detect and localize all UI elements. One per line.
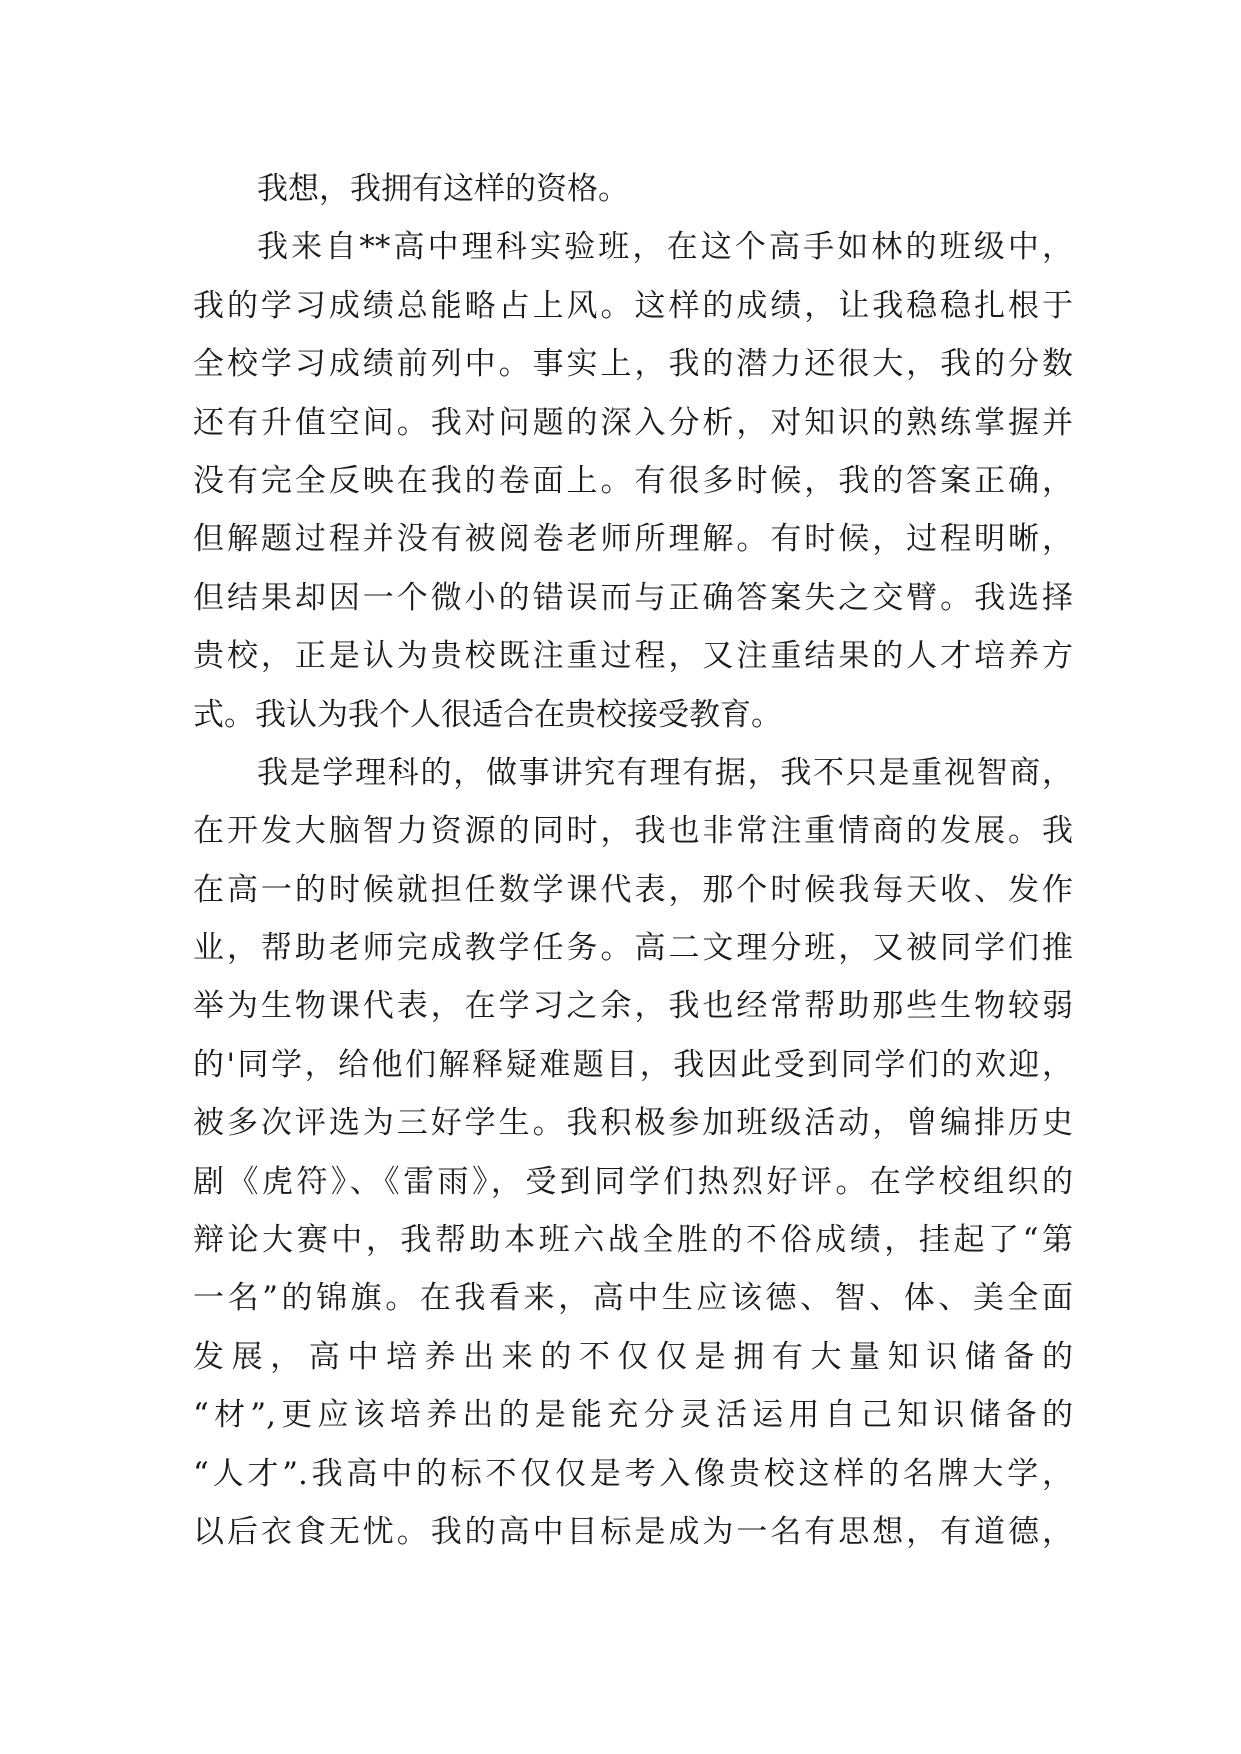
text-line: 发展，高中培养出来的不仅仅是拥有大量知识储备的 bbox=[193, 1338, 1073, 1375]
text-line: 还有升值空间。我对问题的深入分析，对知识的熟练掌握并 bbox=[193, 404, 1073, 441]
text-line: 我是学理科的，做事讲究有理有据，我不只是重视智商， bbox=[257, 754, 1073, 791]
text-line: 我来自**高中理科实验班，在这个高手如林的班级中， bbox=[257, 229, 1073, 266]
text-line: 我的学习成绩总能略占上风。这样的成绩，让我稳稳扎根于 bbox=[193, 287, 1073, 324]
text-line: 但解题过程并没有被阅卷老师所理解。有时候，过程明晰， bbox=[193, 521, 1073, 558]
text-line: 但结果却因一个微小的错误而与正确答案失之交臂。我选择 bbox=[193, 579, 1073, 616]
text-line: 一名”的锦旗。在我看来，高中生应该德、智、体、美全面 bbox=[193, 1280, 1073, 1317]
text-line: 贵校，正是认为贵校既注重过程，又注重结果的人才培养方 bbox=[193, 638, 1073, 675]
text-line: 我想，我拥有这样的资格。 bbox=[257, 171, 629, 207]
text-line: 没有完全反映在我的卷面上。有很多时候，我的答案正确， bbox=[193, 462, 1073, 499]
text-line: “人才”.我高中的标不仅仅是考入像贵校这样的名牌大学， bbox=[193, 1455, 1073, 1492]
text-line: 在高一的时候就担任数学课代表，那个时候我每天收、发作 bbox=[193, 871, 1073, 908]
text-line: 剧《虎符》、《雷雨》，受到同学们热烈好评。在学校组织的 bbox=[193, 1163, 1073, 1200]
text-line: 举为生物课代表，在学习之余，我也经常帮助那些生物较弱 bbox=[193, 988, 1073, 1025]
text-line: 在开发大脑智力资源的同时，我也非常注重情商的发展。我 bbox=[193, 813, 1073, 850]
text-line: 的'同学，给他们解释疑难题目，我因此受到同学们的欢迎， bbox=[193, 1046, 1073, 1083]
text-line: 被多次评选为三好学生。我积极参加班级活动，曾编排历史 bbox=[193, 1105, 1073, 1142]
text-line: 业，帮助老师完成教学任务。高二文理分班，又被同学们推 bbox=[193, 930, 1073, 967]
text-line: 辩论大赛中，我帮助本班六战全胜的不俗成绩，挂起了“第 bbox=[193, 1222, 1073, 1259]
text-line: “材”,更应该培养出的是能充分灵活运用自己知识储备的 bbox=[193, 1397, 1073, 1434]
text-line: 以后衣食无忧。我的高中目标是成为一名有思想，有道德， bbox=[193, 1513, 1073, 1550]
body-text bbox=[193, 160, 1073, 1561]
text-line: 全校学习成绩前列中。事实上，我的潜力还很大，我的分数 bbox=[193, 346, 1073, 383]
text-line: 式。我认为我个人很适合在贵校接受教育。 bbox=[193, 696, 782, 733]
